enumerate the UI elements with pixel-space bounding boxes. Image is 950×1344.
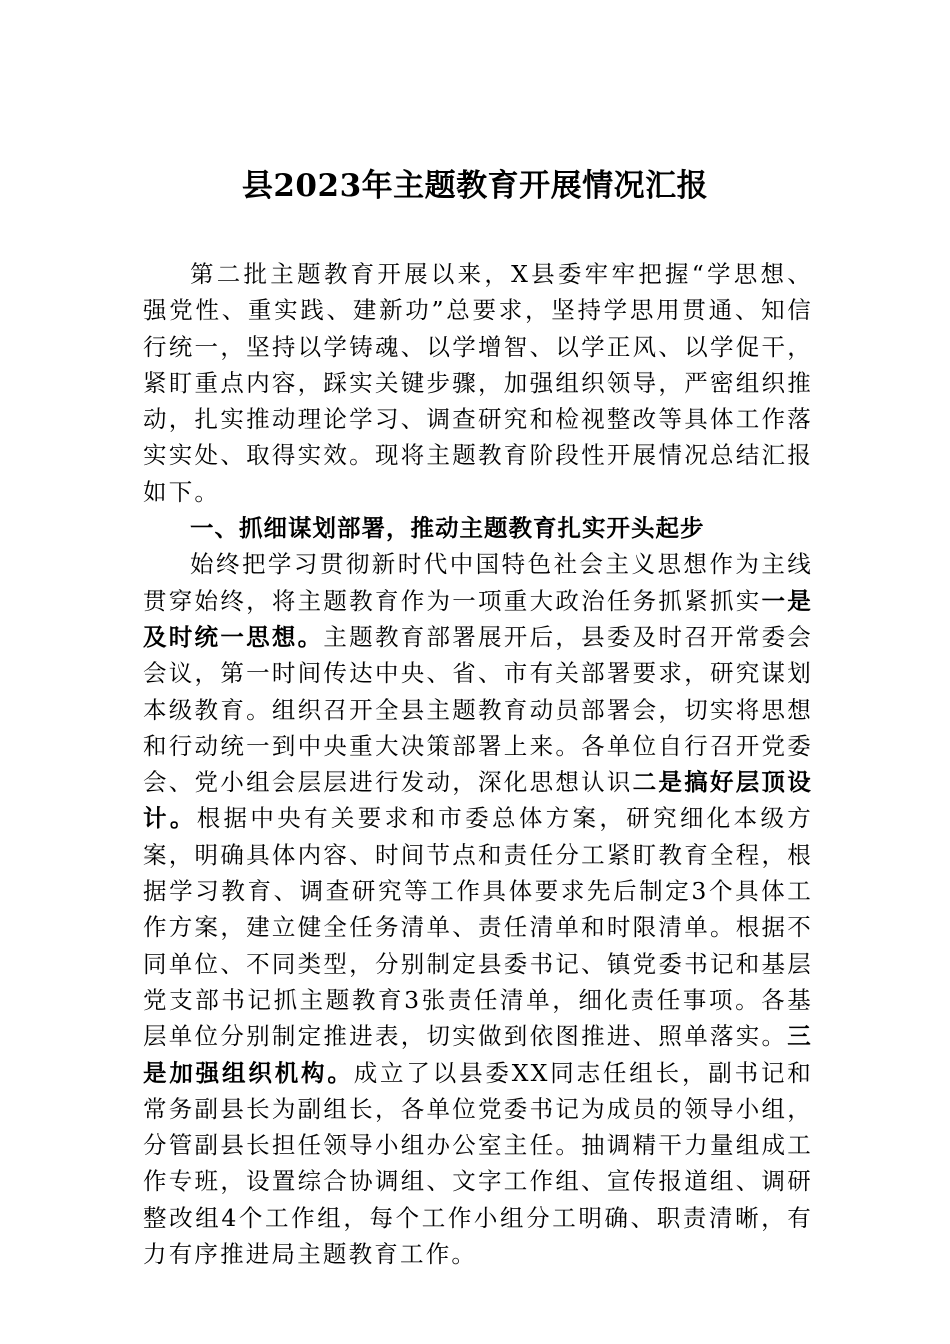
- point-one-text: 主题教育部署展开后，县委及时召开常委会会议，第一时间传达中央、省、市有关部署要求，研究谋划本级教育。组织召开全县主题教育动员部署会，切实将思想和行动统一到中央重大决策部署上来。各单位自行召开党委会、党小组会层层进行发动，深化思想认识: [143, 622, 813, 797]
- intro-paragraph: 第二批主题教育开展以来，X县委牢牢把握“学思想、强党性、重实践、建新功”总要求，坚持学思用贯通、知信行统一，坚持以学铸魂、以学增智、以学正风、以学促干，紧盯重点内容，踩实关键步骤，加强组织领导，严密组织推动，扎实推动理论学习、调查研究和检视整改等具体工作落实实处、取得实效。现将主题教育阶段性开展情况总结汇报如下。: [143, 260, 813, 506]
- point-two-lead: 二是搞好层顶设计。: [143, 768, 813, 833]
- section-paragraph: [143, 546, 813, 1272]
- document-title: 县2023年主题教育开展情况汇报: [241, 168, 709, 204]
- section-opening-text: 始终把学习贯彻新时代中国特色社会主义思想作为主线贯穿始终，将主题教育作为一项重大政治任务抓紧抓实: [143, 550, 813, 615]
- point-two-text: 根据中央有关要求和市委总体方案，研究细化本级方案，明确具体内容、时间节点和责任分工紧盯教育全程，根据学习教育、调查研究等工作具体要求先后制定3个具体工作方案，建立健全任务清单、责任清单和时限清单。根据不同单位、不同类型，分别制定县委书记、镇党委书记和基层党支部书记抓主题教育3张责任清单，细化责任事项。各基层单位分别制定推进表，切实做到依图推进、照单落实。: [143, 804, 813, 1051]
- section-heading: 一、抓细谋划部署，推动主题教育扎实开头起步: [190, 514, 705, 543]
- point-three-text: 成立了以县委XX同志任组长，副书记和常务副县长为副组长，各单位党委书记为成员的领导小组，分管副县长担任领导小组办公室主任。抽调精干力量组成工作专班，设置综合协调组、文字工作组、宣传报道组、调研整改组4个工作组，每个工作小组分工明确、职责清晰，有力有序推进局主题教育工作。: [143, 1058, 813, 1269]
- point-one-lead: 一是及时统一思想。: [143, 586, 813, 651]
- document-body: [143, 256, 813, 1272]
- point-three-lead: 三是加强组织机构。: [143, 1022, 813, 1087]
